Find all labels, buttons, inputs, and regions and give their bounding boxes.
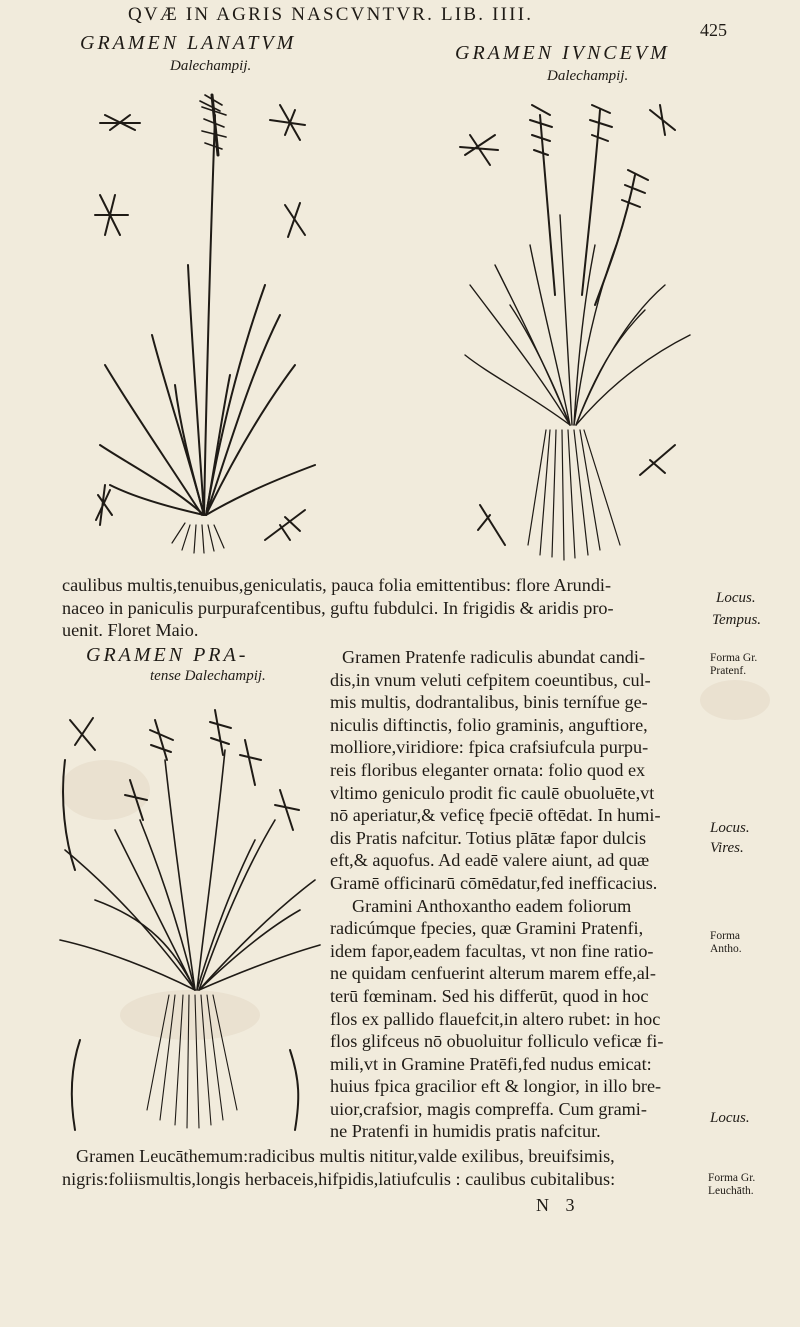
- margin-note-line: Forma Gr.: [708, 1172, 756, 1184]
- text-line: ne Pratenfi in humidis pratis nafcitur.: [330, 1121, 601, 1142]
- text-line: reis floribus eleganter ornata: folio quod ex: [330, 759, 646, 780]
- plate-author-pratense: tense Dalechampij.: [150, 668, 266, 684]
- margin-note-vires: Vires.: [710, 840, 744, 856]
- text-line: molliore,viridiore: fpica crafsiufcula purpu-: [330, 737, 649, 758]
- margin-note-line: Leuchāth.: [708, 1185, 754, 1197]
- text-line: naceo in paniculis purpurafcentibus, guftu fubdulci. In frigidis & aridis pro-: [62, 597, 614, 618]
- text-line: niculis diftinctis, folio graminis, anguftiore,: [330, 714, 648, 735]
- text-line: dis,in vnum veluti cefpitem coeuntibus, cul-: [330, 669, 651, 690]
- margin-note-line: Pratenf.: [710, 665, 747, 677]
- text-line: Gramen Pratenfe radiculis abundat candi-: [342, 647, 645, 667]
- text-line: dis Pratis nafcitur. Totius plātæ fapor dulcis: [330, 827, 647, 848]
- page-number: 425: [700, 20, 727, 40]
- text-line: flos ex pallido flauefcit,in altero rubet: in hoc: [330, 1008, 661, 1029]
- text-line: nō aperiatur,& veficę fpeciē oftēdat. In humi-: [330, 805, 661, 826]
- text-line: eft,& aquofus. Ad eadē valere aiunt, ad quæ: [330, 850, 650, 871]
- margin-note-forma-leucanthemum: [708, 1172, 755, 1198]
- gramen-pratense-woodcut: [55, 700, 325, 1140]
- plate-author-iunceum: Dalechampij.: [547, 68, 629, 84]
- margin-note-line: Antho.: [710, 943, 742, 955]
- plate-title-lanatum: GRAMEN LANATVM: [80, 32, 297, 54]
- text-line: ne quidam cenfuerint alterum marem effe,al-: [330, 963, 656, 984]
- gramen-iunceum-woodcut: [460, 95, 700, 565]
- margin-note-tempus: Tempus.: [712, 612, 762, 628]
- text-line: mili,vt in Gramine Pratēfi,fed nudus emicat:: [330, 1053, 652, 1074]
- margin-note-line: Forma Gr.: [710, 652, 758, 664]
- text-line: terū fœminam. Sed his differūt, quod in hoc: [330, 985, 649, 1006]
- text-line: uenit. Floret Maio.: [62, 620, 199, 641]
- bottom-text-block: [62, 1145, 615, 1190]
- text-line: Gramini Anthoxantho eadem foliorum: [352, 895, 632, 916]
- margin-note-line: Forma: [710, 930, 741, 942]
- text-line: huius fpica gracilior eft & longior, in illo bre-: [330, 1076, 662, 1097]
- text-line: caulibus multis,tenuibus,geniculatis, pauca folia emittentibus: flore Arundi-: [62, 575, 612, 595]
- gramen-lanatum-woodcut: [90, 85, 330, 555]
- column-text-block: [330, 646, 663, 1143]
- paper-stain: [700, 680, 770, 720]
- text-line: mis multis, dodrantalibus, binis ternífue ge-: [330, 692, 648, 713]
- running-head: QVÆ IN AGRIS NASCVNTVR. LIB. IIII.: [128, 4, 534, 25]
- signature-mark: N 3: [536, 1195, 581, 1215]
- margin-note-locus: Locus.: [710, 1110, 750, 1126]
- plate-title-iunceum: GRAMEN IVNCEVM: [455, 42, 670, 64]
- margin-note-forma-pratensis: [710, 652, 757, 678]
- margin-note-locus: Locus.: [716, 590, 756, 606]
- plate-author-lanatum: Dalechampij.: [170, 58, 252, 74]
- text-line: flos glifceus nō obuoluitur folliculo veficæ fi-: [330, 1031, 664, 1052]
- margin-note-locus: Locus.: [710, 820, 750, 836]
- margin-note-forma-antho: [710, 930, 742, 956]
- plate-title-pratense: GRAMEN PRA-: [86, 644, 249, 666]
- text-line: radicúmque fpecies, quæ Gramini Pratenfi,: [330, 918, 644, 939]
- text-line: vltimo geniculo prodit fic caulē obuoluēte,vt: [330, 782, 655, 803]
- text-line: idem fapor,eadem facultas, vt non fine ratio-: [330, 940, 654, 961]
- upper-text-block: [62, 574, 614, 642]
- text-line: Gramē officinarū cōmēdatur,fed inefficacius.: [330, 872, 658, 893]
- text-line: nigris:foliismultis,longis herbaceis,hifpidis,latiufculis : caulibus cubitalibus:: [62, 1168, 616, 1189]
- text-line: Gramen Leucāthemum:radicibus multis nititur,valde exilibus, breuifsimis,: [76, 1146, 615, 1166]
- text-line: uior,crafsior, magis compreffa. Cum grami-: [330, 1098, 647, 1119]
